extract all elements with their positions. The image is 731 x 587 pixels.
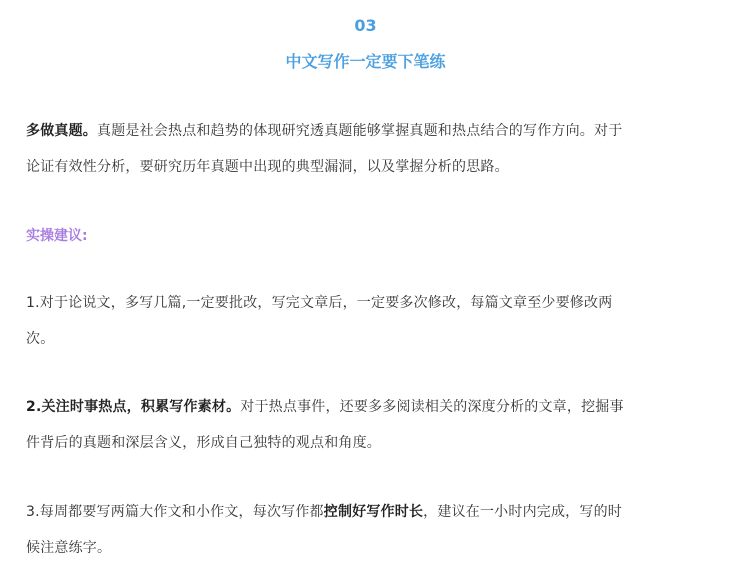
tip-item-2 — [26, 389, 706, 461]
tip-2-line-1 — [26, 389, 706, 425]
intro-line-1-text: 真题是社会热点和趋势的体现研究透真题能够掌握真题和热点结合的写作方向。对于 — [97, 123, 623, 139]
tip-item-3 — [26, 494, 706, 566]
tip-3-line-1-post: ，建议在一小时内完成，写的时 — [423, 504, 622, 520]
tip-item-1 — [26, 285, 706, 357]
intro-line-1 — [26, 113, 706, 149]
tip-3-line-2: 候注意练字。 — [26, 540, 112, 556]
section-title: 中文写作一定要下笔练 — [285, 52, 446, 71]
intro-line-2: 论证有效性分析，要研究历年真题中出现的典型漏洞，以及掌握分析的思路。 — [26, 159, 509, 175]
tips-heading: 实操建议: — [26, 228, 88, 244]
tip-2-line-2: 件背后的真题和深层含义，形成自己独特的观点和角度。 — [26, 435, 381, 451]
tip-2-line-1-text: 对于热点事件，还要多多阅读相关的深度分析的文章，挖掘事 — [240, 399, 624, 415]
tip-3-line-1-pre: 3.每周都要写两篇大作文和小作文，每次写作都 — [26, 504, 324, 520]
tip-1-line-1: 1.对于论说文，多写几篇,一定要批改，写完文章后，一定要多次修改，每篇文章至少要修改两 — [26, 295, 613, 311]
section-number: 03 — [354, 16, 377, 35]
intro-paragraph — [26, 113, 706, 185]
tip-1-line-2: 次。 — [26, 331, 55, 347]
tip-2-number: 2. — [26, 399, 42, 415]
tip-3-bold: 控制好写作时长 — [323, 504, 424, 520]
tip-3-line-1 — [26, 494, 706, 530]
intro-lead-bold: 多做真题。 — [26, 123, 97, 139]
tip-2-bold: 关注时事热点，积累写作素材。 — [41, 399, 241, 415]
